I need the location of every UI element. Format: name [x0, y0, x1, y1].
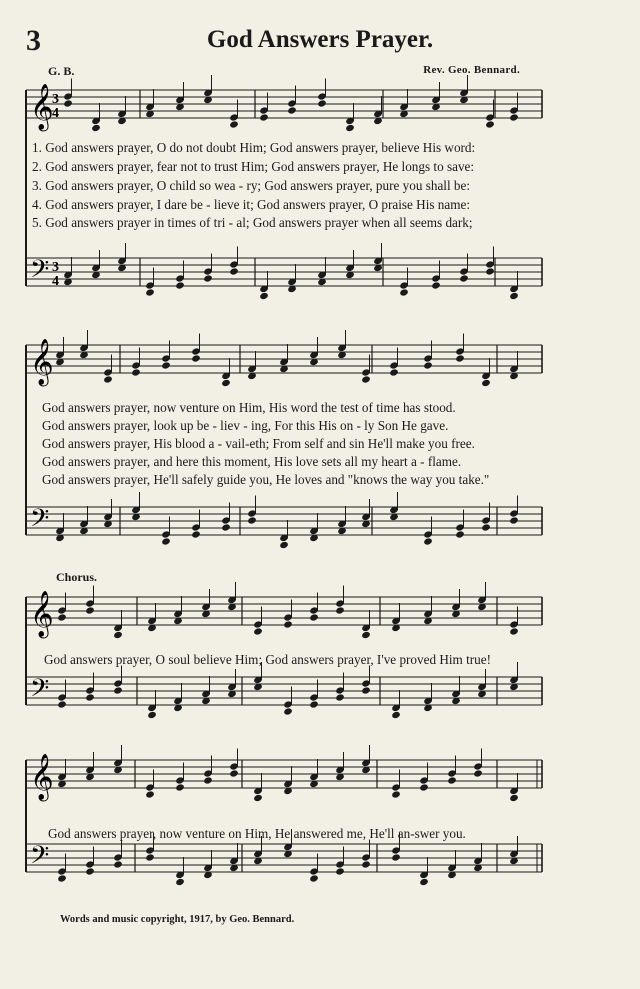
bass-staff: [26, 492, 542, 549]
note-head: [361, 631, 371, 639]
note-head: [391, 711, 401, 719]
note-head: [423, 361, 433, 369]
note-head: [113, 631, 123, 639]
note-head: [113, 686, 123, 694]
note-head: [309, 874, 319, 882]
verse-3-line-b: God answers prayer, His blood a - vail-eth; From self and sin He'll make you free.: [42, 436, 475, 451]
note-head: [485, 120, 495, 128]
note-head: [509, 113, 519, 121]
bass-staff: [26, 243, 542, 300]
hymn-title: God Answers Prayer.: [206, 26, 434, 53]
note-head: [103, 375, 113, 383]
note-head: [431, 281, 441, 289]
verse-3-line-a: 3. God answers prayer, O child so wea - ry; God answers prayer, pure you shall be:: [32, 178, 471, 193]
note-head: [317, 99, 327, 107]
note-head: [509, 516, 519, 524]
note-head: [455, 354, 465, 362]
note-head: [423, 537, 433, 545]
treble-clef-icon: 𝄞: [30, 84, 54, 130]
note-head: [509, 794, 519, 802]
treble-clef-icon: 𝄞: [30, 591, 54, 637]
time-signature-top: 3: [52, 260, 59, 275]
verse-1-line-a: 1. God answers prayer, O do not doubt Him; God answers prayer, believe His word:: [32, 140, 476, 155]
bass-clef-icon: 𝄢: [30, 255, 50, 290]
note-head: [485, 267, 495, 275]
note-head: [399, 288, 409, 296]
note-head: [509, 627, 519, 635]
note-head: [259, 113, 269, 121]
note-head: [85, 606, 95, 614]
bass-clef-icon: 𝄢: [30, 841, 50, 876]
note-head: [361, 375, 371, 383]
note-head: [473, 769, 483, 777]
note-head: [161, 361, 171, 369]
note-head: [85, 867, 95, 875]
note-head: [361, 860, 371, 868]
verse-1-line-b: God answers prayer, now venture on Him, His word the test of time has stood.: [42, 400, 456, 415]
bass-staff: [26, 662, 542, 719]
time-signature-top: 3: [52, 92, 59, 107]
note-head: [283, 620, 293, 628]
time-signature-bottom: 4: [52, 106, 59, 121]
composer-initials: G. B.: [48, 64, 75, 78]
verse-4-line-b: God answers prayer, and here this moment, His love sets all my heart a - flame.: [42, 454, 462, 469]
note-head: [131, 368, 141, 376]
verse-5-line-b: God answers prayer, He'll safely guide you, He loves and "knows the way you take.": [42, 472, 490, 487]
note-head: [279, 541, 289, 549]
note-head: [253, 794, 263, 802]
note-head: [57, 700, 67, 708]
note-head: [253, 627, 263, 635]
note-head: [113, 860, 123, 868]
note-head: [221, 379, 231, 387]
note-head: [309, 700, 319, 708]
chorus-line-1: God answers prayer, O soul believe Him; God answers prayer, I've proved Him true!: [44, 652, 491, 667]
chorus-label: Chorus.: [56, 570, 98, 584]
note-head: [419, 783, 429, 791]
note-head: [175, 783, 185, 791]
bass-clef-icon: 𝄢: [30, 674, 50, 709]
note-head: [145, 853, 155, 861]
note-head: [335, 867, 345, 875]
verse-5-line-a: 5. God answers prayer in times of tri - al; God answers prayer when all seems dark;: [32, 215, 473, 230]
note-head: [191, 530, 201, 538]
treble-staff: [26, 330, 542, 387]
note-head: [203, 776, 213, 784]
note-head: [459, 274, 469, 282]
note-head: [287, 106, 297, 114]
note-head: [147, 711, 157, 719]
chorus-line-2: God answers prayer, now venture on Him, He answered me, He'll an-swer you.: [48, 826, 466, 841]
note-head: [391, 853, 401, 861]
note-head: [309, 613, 319, 621]
note-head: [91, 124, 101, 132]
note-head: [175, 878, 185, 886]
treble-staff: [26, 745, 542, 802]
note-head: [391, 790, 401, 798]
note-head: [345, 124, 355, 132]
note-head: [191, 354, 201, 362]
note-head: [229, 267, 239, 275]
hymn-number: 3: [26, 24, 41, 57]
note-head: [85, 693, 95, 701]
note-head: [229, 769, 239, 777]
note-head: [481, 379, 491, 387]
note-head: [63, 99, 73, 107]
note-head: [283, 707, 293, 715]
verse-2-line-a: 2. God answers prayer, fear not to trust Him; God answers prayer, He longs to save:: [32, 159, 475, 174]
time-signature-bottom: 4: [52, 274, 59, 289]
note-head: [509, 292, 519, 300]
treble-clef-icon: 𝄞: [30, 754, 54, 800]
note-head: [57, 874, 67, 882]
note-head: [455, 530, 465, 538]
note-head: [221, 523, 231, 531]
note-head: [419, 878, 429, 886]
note-head: [389, 368, 399, 376]
note-head: [203, 274, 213, 282]
note-head: [145, 288, 155, 296]
note-head: [145, 790, 155, 798]
note-head: [361, 686, 371, 694]
bass-clef-icon: 𝄢: [30, 504, 50, 539]
note-head: [259, 292, 269, 300]
note-head: [481, 523, 491, 531]
treble-staff: [26, 582, 542, 639]
treble-clef-icon: 𝄞: [30, 339, 54, 385]
verse-2-line-b: God answers prayer, look up be - liev - ing, For this His on - ly Son He gave.: [42, 418, 449, 433]
note-head: [447, 776, 457, 784]
note-head: [335, 606, 345, 614]
note-head: [229, 120, 239, 128]
music-system-1: [0, 84, 640, 304]
note-head: [335, 693, 345, 701]
author-credit: Rev. Geo. Bennard.: [423, 64, 520, 76]
note-head: [175, 281, 185, 289]
note-head: [161, 537, 171, 545]
verse-4-line-a: 4. God answers prayer, I dare be - lieve it; God answers prayer, O praise His name:: [32, 197, 471, 212]
treble-staff: [26, 75, 542, 132]
note-head: [57, 613, 67, 621]
copyright-notice: Words and music copyright, 1917, by Geo. Bennard.: [60, 914, 295, 925]
note-head: [247, 516, 257, 524]
